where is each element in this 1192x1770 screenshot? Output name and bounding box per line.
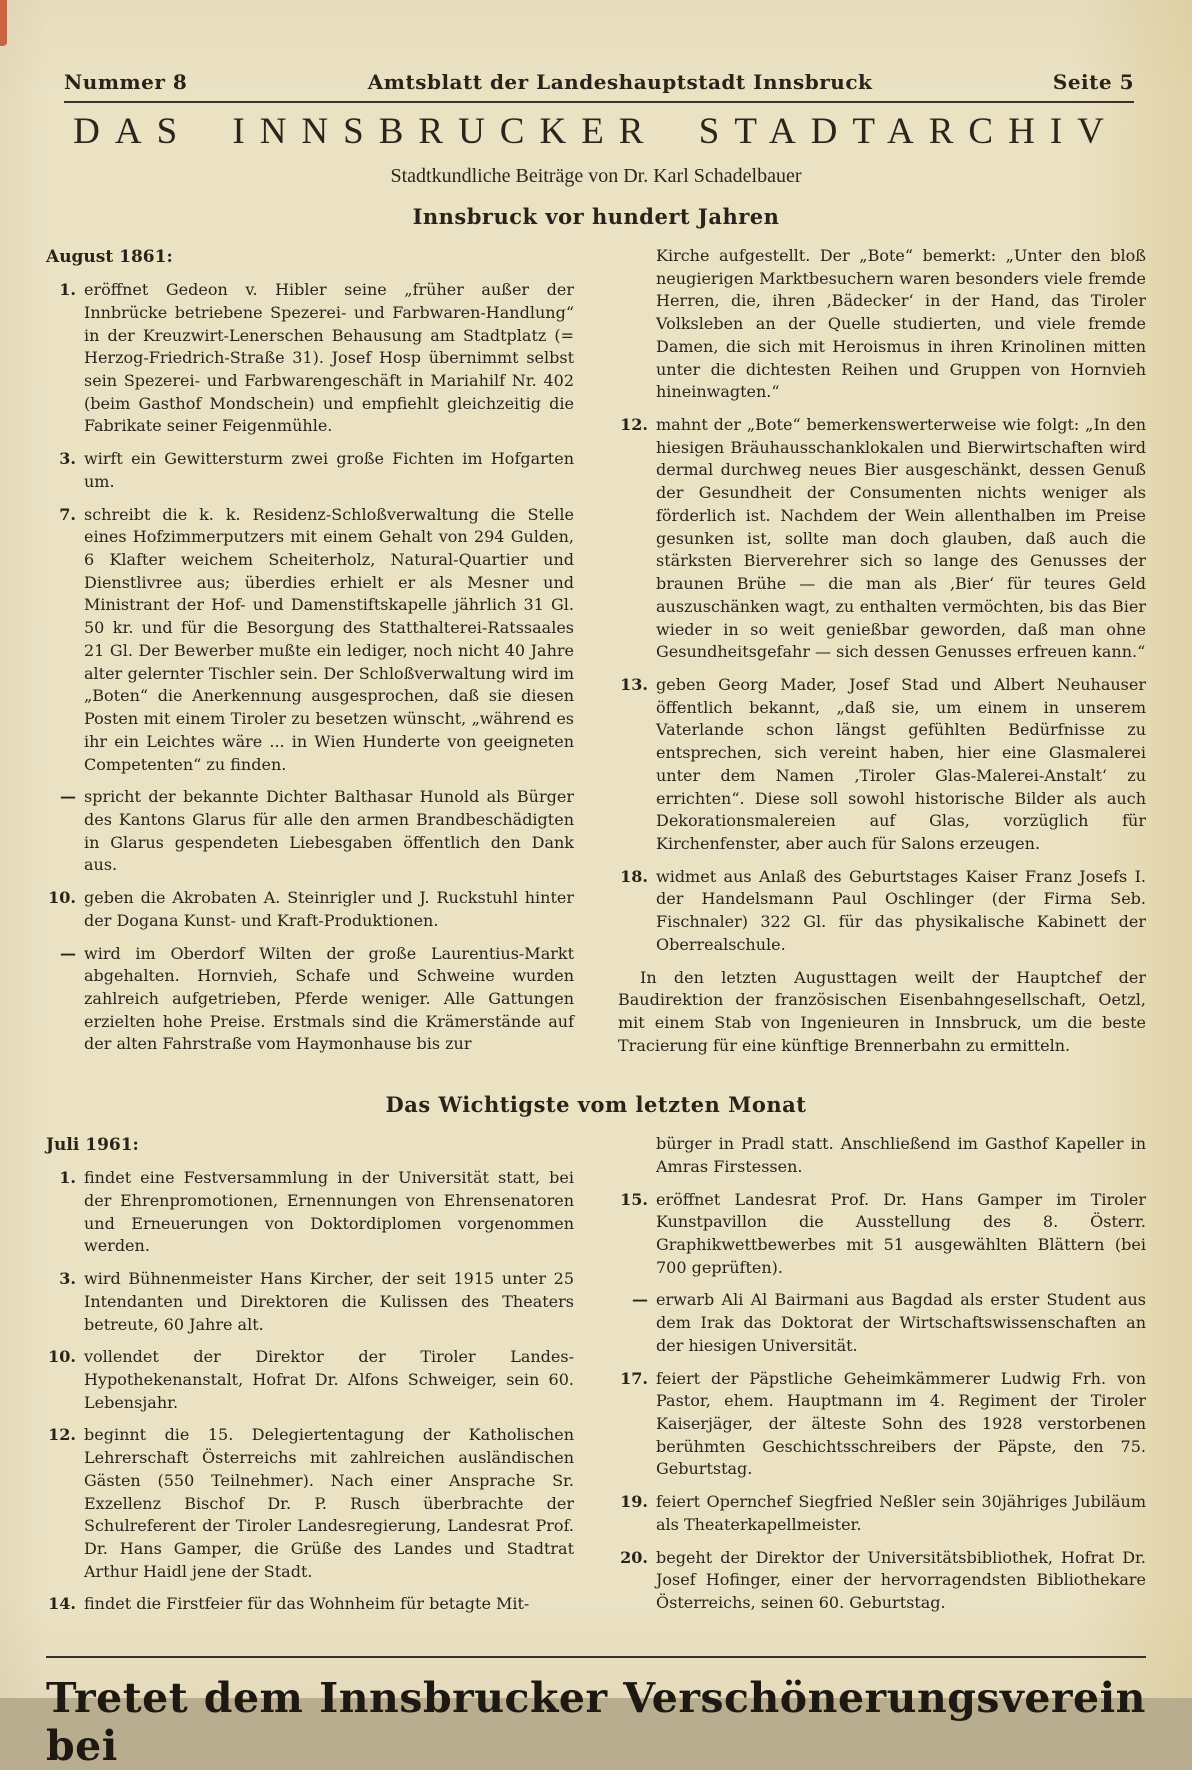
entry-marker: — <box>60 943 76 963</box>
entry-text: feiert Opernchef Siegfried Neßler sein 30jähriges Jubiläum als Theaterkapellmeister. <box>656 1492 1146 1534</box>
entry-item <box>46 1424 574 1583</box>
entry-text: eröffnet Gedeon v. Hibler seine „früher außer der Innbrücke betriebene Spezerei- und Farbwaren-Handlung“ in der Kreuzwirt-Lenerschen Behausung am Stadtplatz (= Herzog-Friedrich-Straße 31). Josef Hosp übernimmt selbst sein Spezerei- und Farbwarengeschäft in Mariahilf Nr. 402 (beim Gasthof Mondschein) und empfiehlt gleichzeitig die Fabrikate seiner Feigenmühle. <box>84 280 574 436</box>
entry-item <box>46 1346 574 1414</box>
scan-artifact <box>0 0 7 46</box>
section2-columns <box>46 1133 1146 1626</box>
entry-text: findet eine Festversammlung in der Universität statt, bei der Ehrenpromotionen, Ernennungen von Ehrensenatoren und Erneuerungen von Doktordiplomen vorgenommen werden. <box>84 1168 574 1256</box>
entry-item <box>46 1593 574 1616</box>
entry-list-august <box>46 279 574 1056</box>
entry-marker: 19. <box>620 1492 648 1512</box>
entry-marker: 1. <box>59 280 76 300</box>
section2-heading: Das Wichtigste vom letzten Monat <box>385 1092 807 1118</box>
entry-marker: 13. <box>620 674 648 694</box>
entry-text: schreibt die k. k. Residenz-Schloßverwaltung die Stelle eines Hofzimmerputzers mit einem Gehalt von 294 Gulden, 6 Klafter weichem Scheiterholz, Natural-Quartier und Dienstlivree aus; überdies erhielt er als Mesner und Ministrant der Hof- und Damenstiftskapelle jährlich 31 Gl. 50 kr. und für die Besorgung des Statthalterei-Ratssaales 21 Gl. Der Bewerber mußte ein lediger, noch nicht 40 Jahre alter gelernter Tischler sein. Der Schloßverwaltung wird im „Boten“ die Anerkennung ausgesprochen, daß sie diesen Posten mit einem Tiroler zu besetzen wünscht, „während es ihr ein Leichtes wäre ... in Wien Hunderte von geeigneten Competenten“ zu finden. <box>84 504 574 774</box>
masthead-title: Amtsblatt der Landeshauptstadt Innsbruck <box>367 70 873 94</box>
entry-marker: 7. <box>59 504 76 524</box>
entry-marker: — <box>632 1290 648 1310</box>
entry-item <box>46 1167 574 1258</box>
entry-item <box>46 943 574 1057</box>
article-title: DAS INNSBRUCKER STADTARCHIV <box>73 111 1119 152</box>
entry-text: wird Bühnenmeister Hans Kircher, der seit 1915 unter 25 Intendanten und Direktoren die Kulissen des Theaters betreute, 60 Jahre alt. <box>84 1269 574 1334</box>
entry-item <box>618 1491 1146 1536</box>
entry-item <box>618 866 1146 957</box>
entry-marker: 18. <box>620 866 648 886</box>
entry-list-juli-continued <box>618 1189 1146 1615</box>
entry-marker: 12. <box>620 415 648 435</box>
entry-marker: 3. <box>59 449 76 469</box>
entry-marker: 10. <box>48 1347 76 1367</box>
entry-text: spricht der bekannte Dichter Balthasar Hunold als Bürger des Kantons Glarus für alle den armen Brandbeschädigten in Glarus gespendeten Liebesgaben öffentlich den Dank aus. <box>84 787 574 875</box>
entry-item <box>46 887 574 932</box>
continuation-paragraph: Kirche aufgestellt. Der „Bote“ bemerkt: „Unter den bloß neugierigen Marktbesuchern waren besonders viele fremde Herren, die, ihren ‚Bädecker‘ in der Hand, das Tiroler Volksleben an der Quelle studierten, und viele fremde Damen, die sich mit Heroismus in ihren Krinolinen mitten unter die dichtesten Reihen und Gruppen von Hornvieh hineinwagten.“ <box>656 246 1146 402</box>
entry-item <box>618 1189 1146 1280</box>
entry-item <box>46 786 574 877</box>
page-header <box>64 70 1134 94</box>
entry-text: feiert der Päpstliche Geheimkämmerer Ludwig Frh. von Pastor, ehem. Hauptmann im 4. Regiment der Tiroler Kaiserjäger, der älteste Sohn des 1928 verstorbenen berühmten Geschichtsschreibers der Päpste, den 75. Geburtstag. <box>656 1368 1146 1479</box>
entry-text: geben Georg Mader, Josef Stad und Albert Neuhauser öffentlich bekannt, „daß sie, um einem in unserem Vaterlande schon längst gefühlten Bedürfnisse zu entsprechen, sich vereint haben, hier eine Glasmalerei unter dem Namen ‚Tiroler Glas-Malerei-Anstalt‘ zu errichten“. Diese soll sowohl historische Bilder als auch Dekorationsmalereien auf Glas, vorzüglich für Kirchenfenster, aber auch für Salons erzeugen. <box>656 674 1146 853</box>
entry-text: findet die Firstfeier für das Wohnheim für betagte Mit- <box>84 1594 530 1614</box>
entry-marker: 17. <box>620 1368 648 1388</box>
entry-item <box>618 1547 1146 1615</box>
footer-banner: Tretet dem Innsbrucker Verschönerungsverein bei <box>46 1656 1146 1770</box>
entry-marker: 15. <box>620 1189 648 1209</box>
issue-number: Nummer 8 <box>64 70 188 94</box>
month-heading-august-1861: August 1861: <box>46 247 173 267</box>
entry-marker: 3. <box>59 1269 76 1289</box>
entry-item <box>618 1368 1146 1482</box>
entry-marker: 20. <box>620 1547 648 1567</box>
entry-item <box>46 1268 574 1336</box>
entry-item <box>46 448 574 493</box>
entry-text: wird im Oberdorf Wilten der große Laurentius-Markt abgehalten. Hornvieh, Schafe und Schweine wurden zahlreich aufgetrieben, Pferde weniger. Alle Gattungen erzielten hohe Preise. Erstmals sind die Krämerstände auf der alten Fahrstraße vom Haymonhause bis zur <box>84 943 574 1054</box>
entry-marker: — <box>60 787 76 807</box>
entry-item <box>46 279 574 438</box>
page-content <box>46 110 1146 1770</box>
entry-item <box>618 414 1146 664</box>
entry-text: eröffnet Landesrat Prof. Dr. Hans Gamper im Tiroler Kunstpavillon die Ausstellung des 8. Österr. Graphikwettbewerbes mit 51 ausgewählten Blättern (bei 700 geprüften). <box>656 1189 1146 1277</box>
entry-text: widmet aus Anlaß des Geburtstages Kaiser Franz Josefs I. der Handelsmann Paul Oschlinger (der Firma Seb. Fischnaler) 322 Gl. für das physikalische Kabinett der Oberrealschule. <box>656 866 1146 954</box>
entry-text: beginnt die 15. Delegiertentagung der Katholischen Lehrerschaft Österreichs mit zahlreichen ausländischen Gästen (550 Teilnehmer). Nach einer Ansprache Sr. Exzellenz Bischof Dr. P. Rusch überbrachte der Schulreferent der Tiroler Landesregierung, Landesrat Prof. Dr. Hans Gamper, die Grüße des Landes und Stadtrat Arthur Haidl jene der Stadt. <box>84 1425 574 1581</box>
entry-marker: 1. <box>59 1168 76 1188</box>
entry-item <box>618 1289 1146 1357</box>
entry-text: mahnt der „Bote“ bemerkenswerterweise wie folgt: „In den hiesigen Bräuhausschanklokalen und Bierwirtschaften wird dermal durchweg neues Bier ausgeschänkt, dessen Genuß der Gesundheit der Consumenten nichts weniger als förderlich ist. Nachdem der Wein allenthalben im Preise gesunken ist, sollte man doch glauben, daß auch die stärksten Bierverehrer sich so lange des Genusses der braunen Brühe — die man als ‚Bier‘ für teures Geld auszuschänken wagt, zu enthalten vermöchten, bis das Bier wieder in so weit genießbar geworden, daß man ohne Gesundheitsgefahr — sich dessen Genusses erfreuen kann.“ <box>656 415 1146 662</box>
entry-marker: 12. <box>48 1425 76 1445</box>
entry-marker: 10. <box>48 888 76 908</box>
entry-item <box>46 504 574 777</box>
entry-text: erwarb Ali Al Bairmani aus Bagdad als erster Student aus dem Irak das Doktorat der Wirtschaftswissenschaften an der hiesigen Universität. <box>656 1290 1146 1355</box>
section1-left-column <box>46 245 574 1066</box>
section1-right-column <box>618 245 1146 1066</box>
entry-text: wirft ein Gewittersturm zwei große Fichten im Hofgarten um. <box>84 449 574 491</box>
entry-text: vollendet der Direktor der Tiroler Landes-Hypothekenanstalt, Hofrat Dr. Alfons Schweiger, sein 60. Lebensjahr. <box>84 1347 574 1412</box>
entry-text: geben die Akrobaten A. Steinrigler und J. Ruckstuhl hinter der Dogana Kunst- und Kraft-Produktionen. <box>84 888 574 930</box>
section1-columns <box>46 245 1146 1066</box>
section2-left-column <box>46 1133 574 1626</box>
continuation-paragraph-2: bürger in Pradl statt. Anschließend im Gasthof Kapeller in Amras Firstessen. <box>656 1134 1146 1176</box>
section1-heading: Innsbruck vor hundert Jahren <box>412 204 780 229</box>
article-subtitle: Stadtkundliche Beiträge von Dr. Karl Schadelbauer <box>390 165 802 187</box>
entry-item <box>618 674 1146 856</box>
header-rule <box>64 101 1134 103</box>
section2-right-column <box>618 1133 1146 1626</box>
entry-marker: 14. <box>48 1594 76 1614</box>
page-number: Seite 5 <box>1052 70 1134 94</box>
entry-text: begeht der Direktor der Universitätsbibliothek, Hofrat Dr. Josef Hofinger, einer der hervorragendsten Bibliothekare Österreichs, seinen 60. Geburtstag. <box>656 1547 1146 1613</box>
closing-paragraph: In den letzten Augusttagen weilt der Hauptchef der Baudirektion der französischen Eisenbahngesellschaft, Oetzl, mit einem Stab von Ingenieuren in Innsbruck, um die beste Tracierung für eine künftige Brennerbahn zu ermitteln. <box>618 967 1146 1055</box>
entry-list-juli <box>46 1167 574 1616</box>
entry-list-august-continued <box>618 414 1146 957</box>
month-heading-juli-1961: Juli 1961: <box>46 1135 139 1156</box>
